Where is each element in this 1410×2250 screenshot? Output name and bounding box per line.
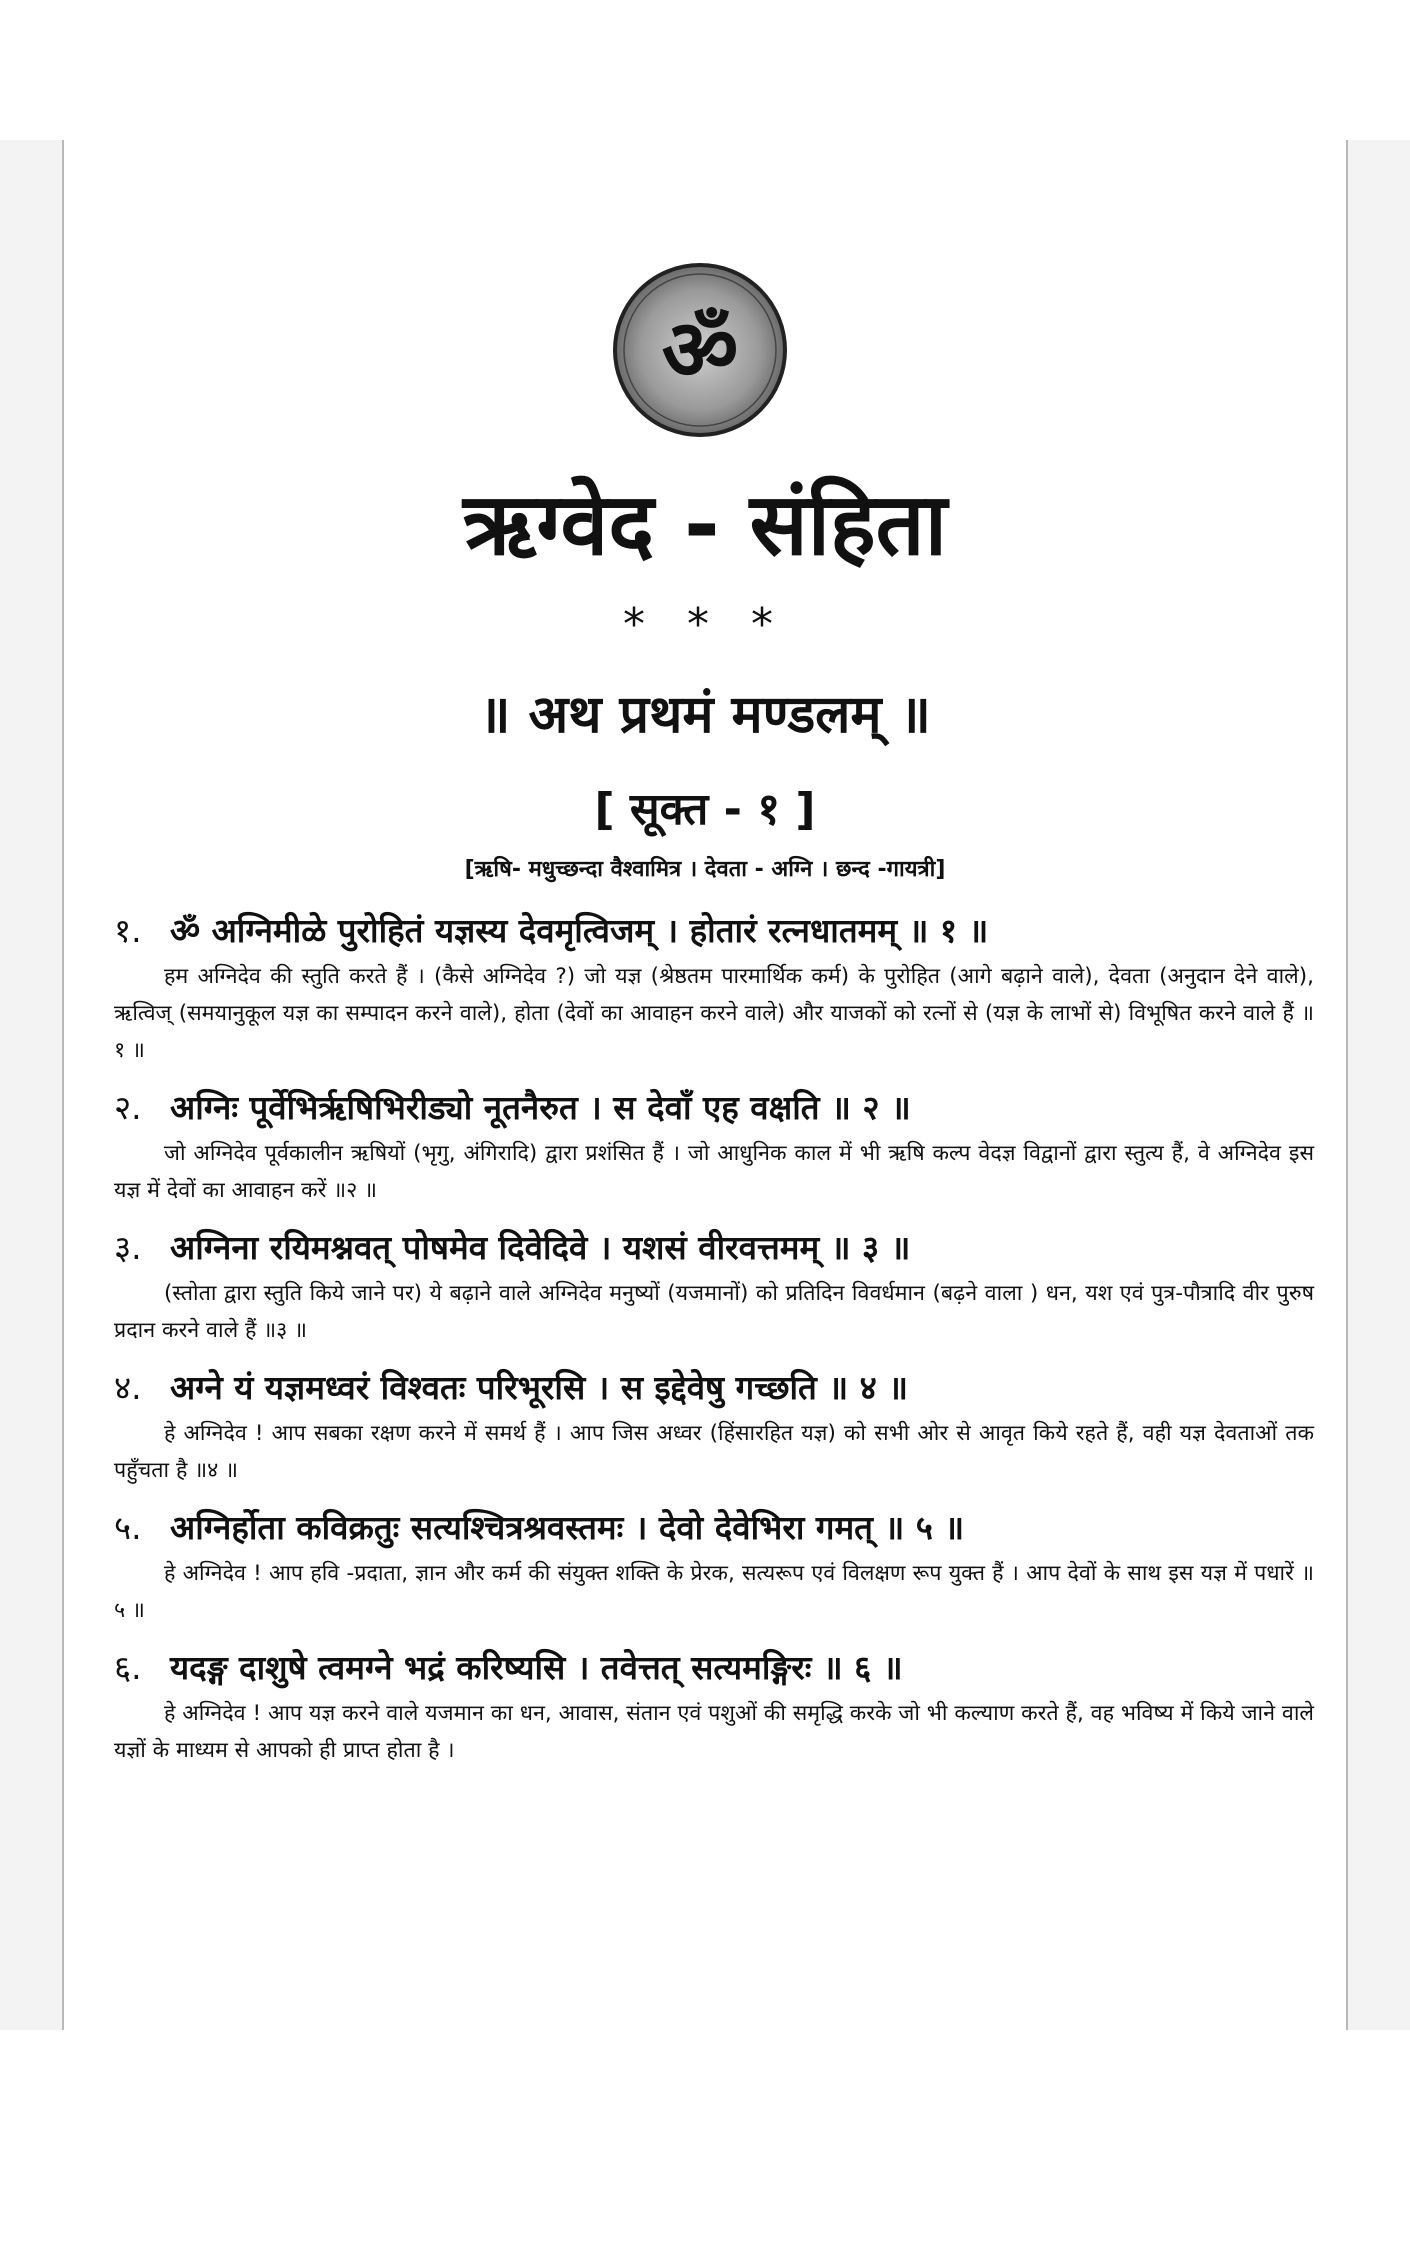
- om-symbol: ॐ: [661, 301, 739, 399]
- verse-text: यदङ्ग दाशुषे त्वमग्ने भद्रं करिष्यसि । तवेत्तत् सत्यमङ्गिरः ॥ ६ ॥: [170, 1648, 903, 1687]
- verse-meaning: जो अग्निदेव पूर्वकालीन ऋषियों (भृगु, अंगिरादि) द्वारा प्रशंसित हैं । जो आधुनिक काल में भी ऋषि कल्प वेदज्ञ विद्वानों द्वारा स्तुत्य हैं, वे अग्निदेव इस यज्ञ में देवों का आवाहन करें ॥२ ॥: [114, 1141, 1314, 1203]
- verse-item: [114, 1363, 1314, 1489]
- page-title: ऋग्वेद - संहिता: [463, 475, 947, 575]
- verse-text: अग्निः पूर्वेभिर्ऋषिभिरीड्यो नूतनैरुत । स देवाँ एह वक्षति ॥ २ ॥: [170, 1088, 911, 1127]
- verse-item: [114, 1223, 1314, 1349]
- verse-number: ४.: [114, 1368, 142, 1407]
- left-page-edge: [0, 140, 64, 2030]
- verse-list: [114, 906, 1314, 1783]
- verse-text: ॐ अग्निमीळे पुरोहितं यज्ञस्य देवमृत्विजम् । होतारं रत्नधातमम् ॥ १ ॥: [170, 911, 989, 950]
- verse-meaning: हे अग्निदेव ! आप यज्ञ करने वाले यजमान का धन, आवास, संतान एवं पशुओं की समृद्धि करके जो भी कल्याण करते हैं, वह भविष्य में किये जाने वाले यज्ञों के माध्यम से आपको ही प्राप्त होता है ।: [114, 1701, 1314, 1763]
- verse-number: ३.: [114, 1228, 142, 1267]
- verse-sanskrit: [114, 1363, 1314, 1413]
- verse-item: [114, 906, 1314, 1069]
- verse-item: [114, 1643, 1314, 1769]
- verse-item: [114, 1503, 1314, 1629]
- verse-meaning: (स्तोता द्वारा स्तुति किये जाने पर) ये बढ़ाने वाले अग्निदेव मनुष्यों (यजमानों) को प्रतिदिन विवर्धमान (बढ़ने वाला ) धन, यश एवं पुत्र-पौत्रादि वीर पुरुष प्रदान करने वाले हैं ॥३ ॥: [114, 1281, 1314, 1343]
- verse-text: अग्निर्होता कविक्रतुः सत्यश्चित्रश्रवस्तमः । देवो देवेभिरा गमत् ॥ ५ ॥: [170, 1508, 965, 1547]
- rishi-devata-chhand: [ऋषि- मधुच्छन्दा वैश्वामित्र । देवता - अग्नि । छन्द -गायत्री]: [464, 857, 946, 882]
- verse-sanskrit: [114, 1223, 1314, 1273]
- verse-meaning: हे अग्निदेव ! आप हवि -प्रदाता, ज्ञान और कर्म की संयुक्त शक्ति के प्रेरक, सत्यरूप एवं विलक्षण रूप युक्त हैं । आप देवों के साथ इस यज्ञ में पधारें ॥५ ॥: [114, 1561, 1314, 1623]
- right-page-edge: [1346, 140, 1410, 2030]
- verse-sanskrit: [114, 906, 1314, 956]
- verse-number: ६.: [114, 1648, 142, 1687]
- verse-text: अग्निना रयिमश्नवत् पोषमेव दिवेदिवे । यशसं वीरवत्तमम् ॥ ३ ॥: [170, 1228, 911, 1267]
- verse-meaning: हम अग्निदेव की स्तुति करते हैं । (कैसे अग्निदेव ?) जो यज्ञ (श्रेष्ठतम पारमार्थिक कर्म) के पुरोहित (आगे बढ़ाने वाले), देवता (अनुदान देने वाले), ऋत्विज् (समयानुकूल यज्ञ का सम्पादन करने वाले), होता (देवों का आवाहन करने वाले) और याजकों को रत्नों से (यज्ञ के लाभों से) विभूषित करने वाले हैं ॥१ ॥: [114, 964, 1314, 1063]
- verse-number: ५.: [114, 1508, 142, 1547]
- verse-number: १.: [114, 911, 142, 950]
- verse-meaning: हे अग्निदेव ! आप सबका रक्षण करने में समर्थ हैं । आप जिस अध्वर (हिंसारहित यज्ञ) को सभी ओर से आवृत किये रहते हैं, वही यज्ञ देवताओं तक पहुँचता है ॥४ ॥: [114, 1421, 1314, 1483]
- verse-sanskrit: [114, 1503, 1314, 1553]
- verse-sanskrit: [114, 1643, 1314, 1693]
- decorative-stars: * * *: [623, 599, 787, 650]
- verse-item: [114, 1083, 1314, 1209]
- verse-number: २.: [114, 1088, 142, 1127]
- sukta-heading: [ सूक्त - १ ]: [594, 784, 816, 835]
- verse-text: अग्ने यं यज्ञमध्वरं विश्वतः परिभूरसि । स इद्देवेषु गच्छति ॥ ४ ॥: [170, 1368, 908, 1407]
- verse-sanskrit: [114, 1083, 1314, 1133]
- mandala-heading: ॥ अथ प्रथमं मण्डलम् ॥: [479, 685, 931, 745]
